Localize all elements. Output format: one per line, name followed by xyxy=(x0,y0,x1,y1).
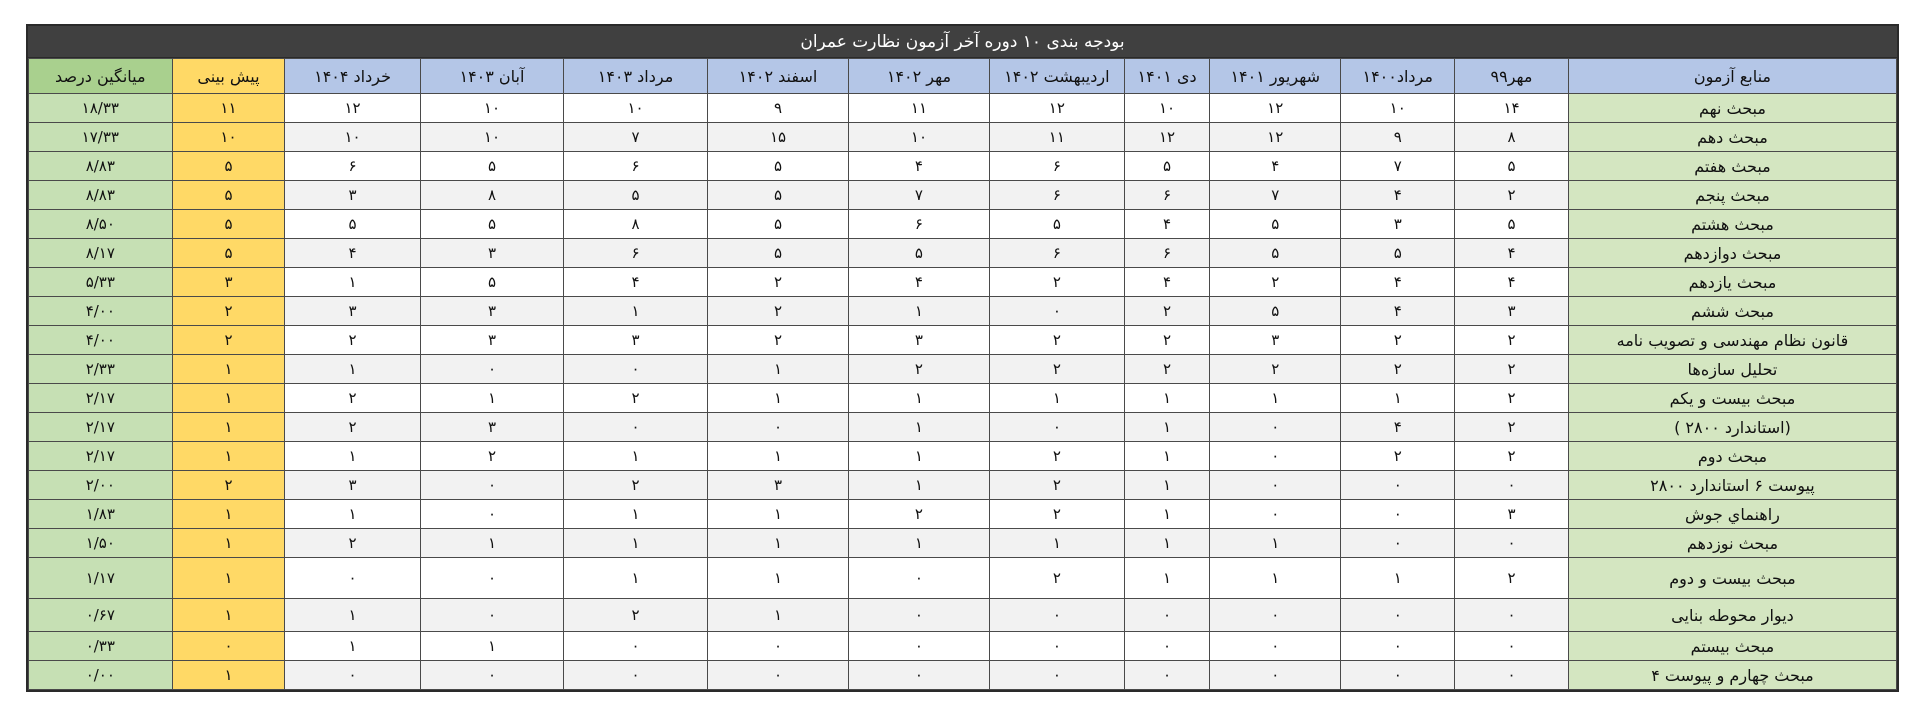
prediction-cell: ۱ xyxy=(172,558,285,599)
value-cell: ۱۲ xyxy=(285,94,420,123)
value-cell: ۳ xyxy=(420,239,564,268)
table-body xyxy=(29,94,1897,690)
prediction-cell: ۲ xyxy=(172,471,285,500)
value-cell: ۱۰ xyxy=(420,123,564,152)
value-cell: ۶ xyxy=(989,152,1124,181)
table-row xyxy=(29,123,1897,152)
value-cell: ۱۱ xyxy=(989,123,1124,152)
value-cell: ۱ xyxy=(1125,529,1210,558)
value-cell: ۰ xyxy=(420,471,564,500)
value-cell: ۲ xyxy=(564,384,708,413)
prediction-cell: ۵ xyxy=(172,181,285,210)
header-prediction: پیش بینی xyxy=(172,59,285,94)
value-cell: ۱ xyxy=(1341,384,1455,413)
value-cell: ۰ xyxy=(1210,442,1341,471)
table-row xyxy=(29,239,1897,268)
header-month: مهر ۱۴۰۲ xyxy=(849,59,989,94)
source-cell: مبحث نوزدهم xyxy=(1568,529,1896,558)
value-cell: ۲ xyxy=(707,297,848,326)
average-cell: ۴/۰۰ xyxy=(29,326,173,355)
value-cell: ۲ xyxy=(989,268,1124,297)
value-cell: ۱۲ xyxy=(1210,94,1341,123)
value-cell: ۴ xyxy=(849,268,989,297)
header-month: خرداد ۱۴۰۴ xyxy=(285,59,420,94)
value-cell: ۲ xyxy=(285,384,420,413)
prediction-cell: ۱ xyxy=(172,355,285,384)
table-row xyxy=(29,632,1897,661)
value-cell: ۰ xyxy=(1210,661,1341,690)
source-cell: مبحث ششم xyxy=(1568,297,1896,326)
prediction-cell: ۱ xyxy=(172,442,285,471)
value-cell: ۲ xyxy=(1455,413,1569,442)
value-cell: ۱ xyxy=(285,599,420,632)
value-cell: ۷ xyxy=(564,123,708,152)
prediction-cell: ۱ xyxy=(172,384,285,413)
value-cell: ۱ xyxy=(707,529,848,558)
value-cell: ۲ xyxy=(1125,326,1210,355)
value-cell: ۱ xyxy=(849,471,989,500)
average-cell: ۸/۵۰ xyxy=(29,210,173,239)
value-cell: ۰ xyxy=(707,413,848,442)
average-cell: ۰/۰۰ xyxy=(29,661,173,690)
table-row xyxy=(29,558,1897,599)
source-cell: تحلیل سازه‌ها xyxy=(1568,355,1896,384)
table-row xyxy=(29,326,1897,355)
value-cell: ۴ xyxy=(1125,210,1210,239)
value-cell: ۰ xyxy=(849,632,989,661)
value-cell: ۱ xyxy=(849,413,989,442)
source-cell: مبحث دوم xyxy=(1568,442,1896,471)
prediction-cell: ۵ xyxy=(172,210,285,239)
value-cell: ۰ xyxy=(1125,632,1210,661)
value-cell: ۰ xyxy=(420,599,564,632)
value-cell: ۲ xyxy=(1455,442,1569,471)
value-cell: ۳ xyxy=(1455,297,1569,326)
table-row xyxy=(29,152,1897,181)
table-row xyxy=(29,661,1897,690)
value-cell: ۱ xyxy=(707,599,848,632)
value-cell: ۲ xyxy=(849,500,989,529)
average-cell: ۸/۸۳ xyxy=(29,181,173,210)
value-cell: ۴ xyxy=(1341,181,1455,210)
value-cell: ۴ xyxy=(1210,152,1341,181)
value-cell: ۰ xyxy=(1125,661,1210,690)
value-cell: ۵ xyxy=(707,181,848,210)
value-cell: ۰ xyxy=(420,661,564,690)
value-cell: ۱ xyxy=(989,529,1124,558)
value-cell: ۶ xyxy=(849,210,989,239)
table-row xyxy=(29,413,1897,442)
value-cell: ۱ xyxy=(1125,471,1210,500)
header-month: شهریور ۱۴۰۱ xyxy=(1210,59,1341,94)
table-row xyxy=(29,355,1897,384)
value-cell: ۵ xyxy=(1341,239,1455,268)
value-cell: ۴ xyxy=(1455,268,1569,297)
value-cell: ۳ xyxy=(1210,326,1341,355)
value-cell: ۲ xyxy=(1125,355,1210,384)
value-cell: ۰ xyxy=(989,599,1124,632)
value-cell: ۴ xyxy=(1455,239,1569,268)
source-cell: دیوار محوطه بنایی xyxy=(1568,599,1896,632)
value-cell: ۵ xyxy=(707,239,848,268)
prediction-cell: ۱ xyxy=(172,599,285,632)
value-cell: ۳ xyxy=(285,471,420,500)
value-cell: ۰ xyxy=(1210,413,1341,442)
prediction-cell: ۵ xyxy=(172,239,285,268)
value-cell: ۲ xyxy=(1210,268,1341,297)
value-cell: ۰ xyxy=(1210,471,1341,500)
value-cell: ۰ xyxy=(1341,471,1455,500)
value-cell: ۲ xyxy=(989,355,1124,384)
value-cell: ۳ xyxy=(564,326,708,355)
value-cell: ۲ xyxy=(1455,326,1569,355)
source-cell: مبحث نهم xyxy=(1568,94,1896,123)
value-cell: ۱ xyxy=(707,500,848,529)
header-month: اردیبهشت ۱۴۰۲ xyxy=(989,59,1124,94)
value-cell: ۳ xyxy=(707,471,848,500)
value-cell: ۳ xyxy=(420,413,564,442)
budget-table xyxy=(28,58,1897,690)
value-cell: ۰ xyxy=(989,413,1124,442)
source-cell: مبحث چهارم و پیوست ۴ xyxy=(1568,661,1896,690)
value-cell: ۱۰ xyxy=(564,94,708,123)
value-cell: ۳ xyxy=(420,326,564,355)
source-cell: مبحث دهم xyxy=(1568,123,1896,152)
value-cell: ۰ xyxy=(1341,500,1455,529)
value-cell: ۰ xyxy=(849,599,989,632)
header-source: منابع آزمون xyxy=(1568,59,1896,94)
prediction-cell: ۱ xyxy=(172,661,285,690)
value-cell: ۴ xyxy=(849,152,989,181)
value-cell: ۲ xyxy=(1125,297,1210,326)
source-cell: راهنماي جوش xyxy=(1568,500,1896,529)
value-cell: ۰ xyxy=(1455,632,1569,661)
average-cell: ۲/۳۳ xyxy=(29,355,173,384)
header-row xyxy=(29,59,1897,94)
prediction-cell: ۱۱ xyxy=(172,94,285,123)
source-cell: پیوست ۶ استاندارد ۲۸۰۰ xyxy=(1568,471,1896,500)
value-cell: ۰ xyxy=(1455,599,1569,632)
value-cell: ۹ xyxy=(1341,123,1455,152)
value-cell: ۶ xyxy=(285,152,420,181)
value-cell: ۰ xyxy=(989,661,1124,690)
value-cell: ۱ xyxy=(1125,413,1210,442)
value-cell: ۲ xyxy=(285,529,420,558)
source-cell: مبحث بیست و دوم xyxy=(1568,558,1896,599)
average-cell: ۱۸/۳۳ xyxy=(29,94,173,123)
value-cell: ۱ xyxy=(285,355,420,384)
table-row xyxy=(29,500,1897,529)
value-cell: ۱۲ xyxy=(1210,123,1341,152)
source-cell: مبحث بیستم xyxy=(1568,632,1896,661)
value-cell: ۱ xyxy=(707,442,848,471)
value-cell: ۲ xyxy=(989,558,1124,599)
value-cell: ۴ xyxy=(1341,268,1455,297)
average-cell: ۸/۸۳ xyxy=(29,152,173,181)
header-month: دی ۱۴۰۱ xyxy=(1125,59,1210,94)
average-cell: ۸/۱۷ xyxy=(29,239,173,268)
value-cell: ۱ xyxy=(1125,384,1210,413)
value-cell: ۱ xyxy=(420,529,564,558)
value-cell: ۳ xyxy=(1341,210,1455,239)
value-cell: ۰ xyxy=(1210,599,1341,632)
table-row xyxy=(29,442,1897,471)
value-cell: ۵ xyxy=(1125,152,1210,181)
value-cell: ۵ xyxy=(564,181,708,210)
value-cell: ۱۰ xyxy=(849,123,989,152)
value-cell: ۱ xyxy=(564,558,708,599)
table-row xyxy=(29,268,1897,297)
value-cell: ۸ xyxy=(564,210,708,239)
value-cell: ۰ xyxy=(1341,632,1455,661)
prediction-cell: ۱۰ xyxy=(172,123,285,152)
value-cell: ۰ xyxy=(989,632,1124,661)
table-row xyxy=(29,210,1897,239)
value-cell: ۱۲ xyxy=(1125,123,1210,152)
value-cell: ۵ xyxy=(707,152,848,181)
value-cell: ۱ xyxy=(1125,442,1210,471)
value-cell: ۶ xyxy=(1125,239,1210,268)
value-cell: ۲ xyxy=(1341,442,1455,471)
value-cell: ۲ xyxy=(1341,355,1455,384)
value-cell: ۶ xyxy=(989,239,1124,268)
value-cell: ۷ xyxy=(849,181,989,210)
value-cell: ۱ xyxy=(564,442,708,471)
value-cell: ۲ xyxy=(420,442,564,471)
value-cell: ۱ xyxy=(420,632,564,661)
value-cell: ۵ xyxy=(420,152,564,181)
value-cell: ۱ xyxy=(989,384,1124,413)
source-cell: مبحث بیست و یکم xyxy=(1568,384,1896,413)
value-cell: ۳ xyxy=(1455,500,1569,529)
value-cell: ۶ xyxy=(989,181,1124,210)
value-cell: ۰ xyxy=(564,661,708,690)
value-cell: ۰ xyxy=(1341,599,1455,632)
value-cell: ۲ xyxy=(1455,384,1569,413)
value-cell: ۵ xyxy=(1210,239,1341,268)
value-cell: ۱ xyxy=(285,442,420,471)
value-cell: ۱ xyxy=(1210,558,1341,599)
value-cell: ۲ xyxy=(989,442,1124,471)
value-cell: ۰ xyxy=(1125,599,1210,632)
value-cell: ۷ xyxy=(1210,181,1341,210)
value-cell: ۰ xyxy=(285,558,420,599)
value-cell: ۳ xyxy=(285,181,420,210)
value-cell: ۰ xyxy=(420,558,564,599)
value-cell: ۸ xyxy=(1455,123,1569,152)
value-cell: ۰ xyxy=(1455,529,1569,558)
value-cell: ۴ xyxy=(1341,413,1455,442)
value-cell: ۲ xyxy=(285,326,420,355)
average-cell: ۴/۰۰ xyxy=(29,297,173,326)
value-cell: ۲ xyxy=(1210,355,1341,384)
value-cell: ۲ xyxy=(1341,326,1455,355)
value-cell: ۰ xyxy=(564,413,708,442)
value-cell: ۴ xyxy=(564,268,708,297)
average-cell: ۲/۱۷ xyxy=(29,384,173,413)
value-cell: ۲ xyxy=(564,599,708,632)
value-cell: ۰ xyxy=(564,632,708,661)
value-cell: ۲ xyxy=(989,471,1124,500)
value-cell: ۸ xyxy=(420,181,564,210)
value-cell: ۱۰ xyxy=(285,123,420,152)
value-cell: ۱ xyxy=(285,268,420,297)
value-cell: ۰ xyxy=(420,500,564,529)
value-cell: ۱ xyxy=(707,384,848,413)
prediction-cell: ۲ xyxy=(172,297,285,326)
table-row xyxy=(29,384,1897,413)
prediction-cell: ۱ xyxy=(172,413,285,442)
value-cell: ۵ xyxy=(849,239,989,268)
value-cell: ۰ xyxy=(1210,632,1341,661)
value-cell: ۱۰ xyxy=(1125,94,1210,123)
value-cell: ۰ xyxy=(707,632,848,661)
value-cell: ۵ xyxy=(1210,297,1341,326)
average-cell: ۲/۰۰ xyxy=(29,471,173,500)
value-cell: ۲ xyxy=(564,471,708,500)
source-cell: مبحث پنجم xyxy=(1568,181,1896,210)
average-cell: ۱/۵۰ xyxy=(29,529,173,558)
table-row xyxy=(29,94,1897,123)
value-cell: ۱ xyxy=(1125,558,1210,599)
value-cell: ۳ xyxy=(285,297,420,326)
value-cell: ۰ xyxy=(564,355,708,384)
header-month: اسفند ۱۴۰۲ xyxy=(707,59,848,94)
value-cell: ۰ xyxy=(1341,661,1455,690)
value-cell: ۵ xyxy=(707,210,848,239)
value-cell: ۰ xyxy=(707,661,848,690)
average-cell: ۰/۶۷ xyxy=(29,599,173,632)
average-cell: ۰/۳۳ xyxy=(29,632,173,661)
value-cell: ۷ xyxy=(1341,152,1455,181)
value-cell: ۱ xyxy=(1210,384,1341,413)
value-cell: ۶ xyxy=(1125,181,1210,210)
table-row xyxy=(29,297,1897,326)
value-cell: ۵ xyxy=(1455,152,1569,181)
value-cell: ۳ xyxy=(420,297,564,326)
table-row xyxy=(29,599,1897,632)
value-cell: ۴ xyxy=(1125,268,1210,297)
value-cell: ۱۱ xyxy=(849,94,989,123)
header-month: مرداد۱۴۰۰ xyxy=(1341,59,1455,94)
value-cell: ۰ xyxy=(849,661,989,690)
value-cell: ۰ xyxy=(420,355,564,384)
value-cell: ۱۰ xyxy=(1341,94,1455,123)
value-cell: ۱ xyxy=(707,558,848,599)
value-cell: ۲ xyxy=(707,268,848,297)
value-cell: ۲ xyxy=(707,326,848,355)
value-cell: ۲ xyxy=(1455,558,1569,599)
value-cell: ۵ xyxy=(1210,210,1341,239)
value-cell: ۱ xyxy=(285,500,420,529)
average-cell: ۱/۸۳ xyxy=(29,500,173,529)
header-month: مرداد ۱۴۰۳ xyxy=(564,59,708,94)
value-cell: ۱ xyxy=(849,384,989,413)
value-cell: ۱۴ xyxy=(1455,94,1569,123)
value-cell: ۲ xyxy=(285,413,420,442)
value-cell: ۱ xyxy=(1210,529,1341,558)
budget-table-sheet xyxy=(26,24,1899,692)
value-cell: ۰ xyxy=(1455,471,1569,500)
value-cell: ۱ xyxy=(564,297,708,326)
average-cell: ۱/۱۷ xyxy=(29,558,173,599)
value-cell: ۰ xyxy=(1341,529,1455,558)
prediction-cell: ۲ xyxy=(172,326,285,355)
value-cell: ۱ xyxy=(707,355,848,384)
header-month: مهر۹۹ xyxy=(1455,59,1569,94)
value-cell: ۰ xyxy=(849,558,989,599)
prediction-cell: ۱ xyxy=(172,529,285,558)
table-row xyxy=(29,471,1897,500)
table-row xyxy=(29,181,1897,210)
average-cell: ۵/۳۳ xyxy=(29,268,173,297)
value-cell: ۰ xyxy=(1210,500,1341,529)
value-cell: ۱ xyxy=(285,632,420,661)
header-average: میانگین درصد xyxy=(29,59,173,94)
value-cell: ۲ xyxy=(989,500,1124,529)
value-cell: ۰ xyxy=(989,297,1124,326)
average-cell: ۱۷/۳۳ xyxy=(29,123,173,152)
average-cell: ۲/۱۷ xyxy=(29,442,173,471)
value-cell: ۳ xyxy=(849,326,989,355)
header-month: آبان ۱۴۰۳ xyxy=(420,59,564,94)
prediction-cell: ۵ xyxy=(172,152,285,181)
value-cell: ۰ xyxy=(285,661,420,690)
value-cell: ۲ xyxy=(1455,355,1569,384)
value-cell: ۵ xyxy=(1455,210,1569,239)
value-cell: ۲ xyxy=(849,355,989,384)
value-cell: ۱ xyxy=(420,384,564,413)
value-cell: ۶ xyxy=(564,152,708,181)
value-cell: ۵ xyxy=(989,210,1124,239)
value-cell: ۹ xyxy=(707,94,848,123)
source-cell: (استاندارد ۲۸۰۰ ) xyxy=(1568,413,1896,442)
value-cell: ۲ xyxy=(989,326,1124,355)
value-cell: ۱۰ xyxy=(420,94,564,123)
value-cell: ۱ xyxy=(564,500,708,529)
value-cell: ۱ xyxy=(1125,500,1210,529)
value-cell: ۵ xyxy=(285,210,420,239)
source-cell: مبحث هشتم xyxy=(1568,210,1896,239)
value-cell: ۱ xyxy=(1341,558,1455,599)
source-cell: قانون نظام مهندسی و تصویب نامه xyxy=(1568,326,1896,355)
value-cell: ۶ xyxy=(564,239,708,268)
prediction-cell: ۳ xyxy=(172,268,285,297)
value-cell: ۴ xyxy=(285,239,420,268)
value-cell: ۵ xyxy=(420,210,564,239)
source-cell: مبحث یازدهم xyxy=(1568,268,1896,297)
value-cell: ۱۵ xyxy=(707,123,848,152)
value-cell: ۱ xyxy=(849,297,989,326)
average-cell: ۲/۱۷ xyxy=(29,413,173,442)
source-cell: مبحث هفتم xyxy=(1568,152,1896,181)
value-cell: ۱ xyxy=(849,442,989,471)
prediction-cell: ۰ xyxy=(172,632,285,661)
value-cell: ۲ xyxy=(1455,181,1569,210)
table-title: بودجه بندی ۱۰ دوره آخر آزمون نظارت عمران xyxy=(28,26,1897,58)
value-cell: ۵ xyxy=(420,268,564,297)
value-cell: ۱۲ xyxy=(989,94,1124,123)
source-cell: مبحث دوازدهم xyxy=(1568,239,1896,268)
value-cell: ۱ xyxy=(849,529,989,558)
value-cell: ۴ xyxy=(1341,297,1455,326)
value-cell: ۰ xyxy=(1455,661,1569,690)
value-cell: ۱ xyxy=(564,529,708,558)
table-row xyxy=(29,529,1897,558)
prediction-cell: ۱ xyxy=(172,500,285,529)
